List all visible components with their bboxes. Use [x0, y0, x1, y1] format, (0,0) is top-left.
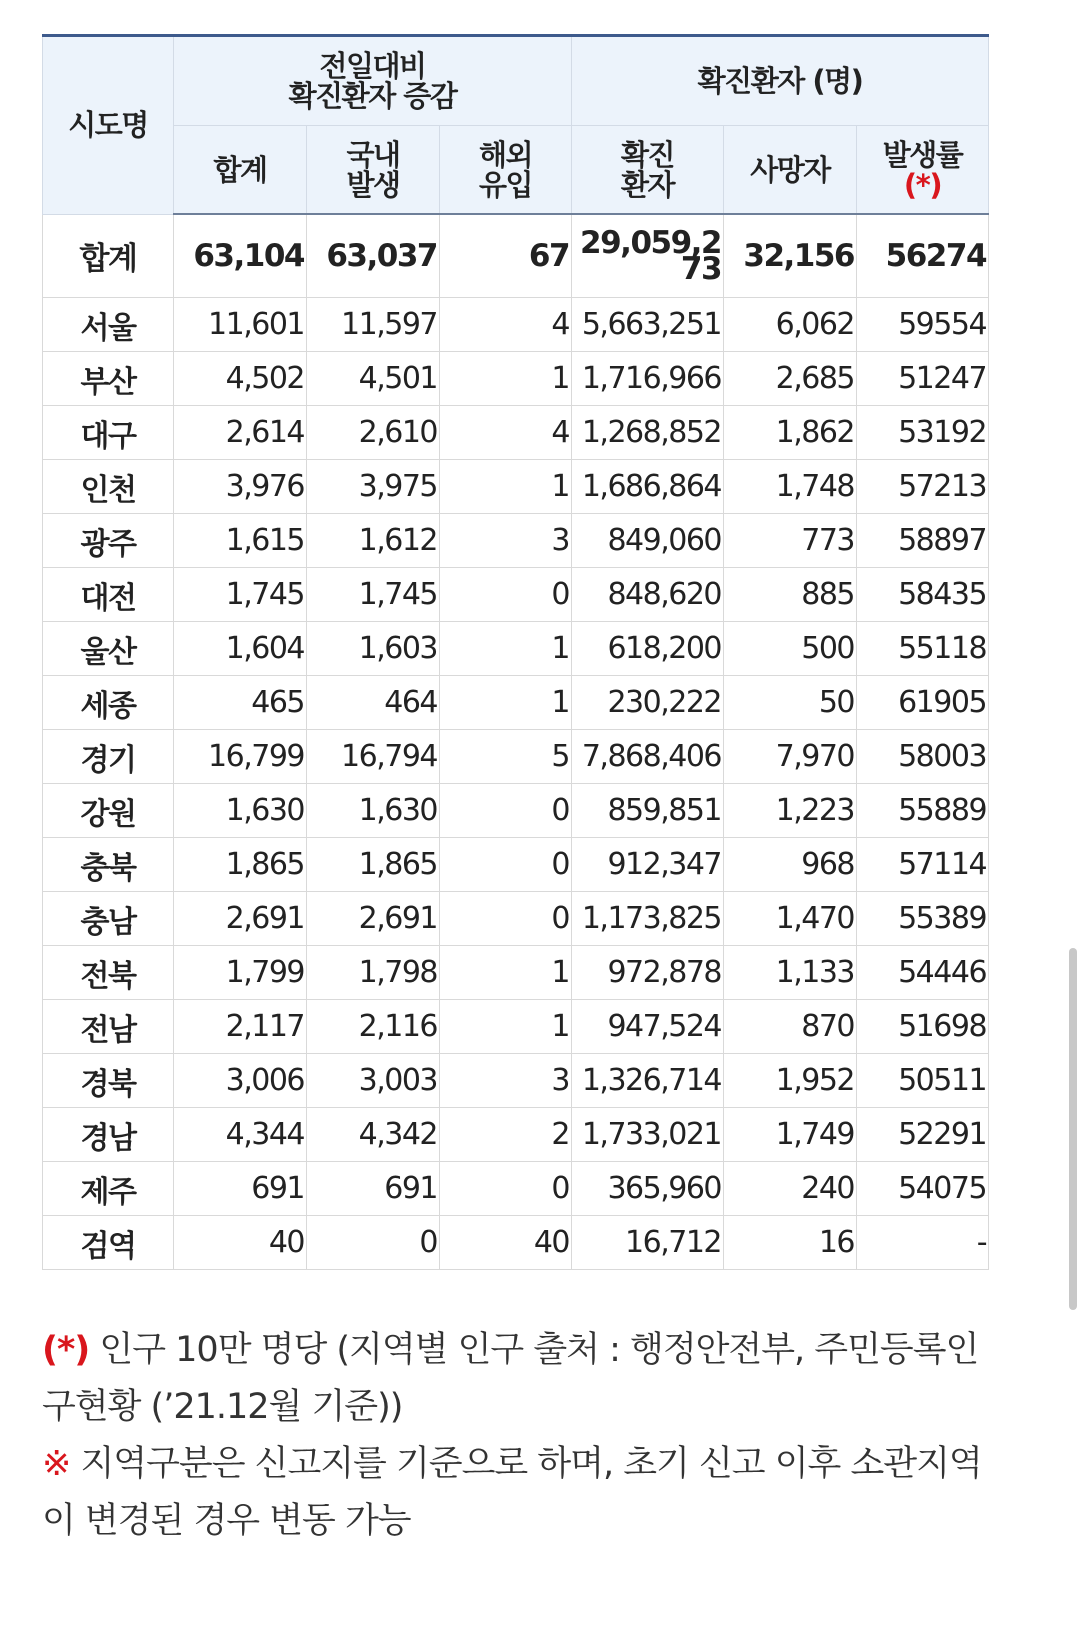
header-deaths: 사망자	[724, 126, 857, 215]
region-cell: 강원	[43, 784, 174, 838]
table-row	[43, 622, 989, 676]
overseas-cell: 4	[440, 406, 572, 460]
region-cell: 울산	[43, 622, 174, 676]
region-cell: 대구	[43, 406, 174, 460]
covid-region-table	[42, 34, 989, 1270]
incidence-cell: 58897	[857, 514, 989, 568]
incidence-cell: 51698	[857, 1000, 989, 1054]
overseas-cell: 0	[440, 568, 572, 622]
total-cell: 1,865	[174, 838, 307, 892]
confirmed-cell: 848,620	[572, 568, 724, 622]
table-row	[43, 1000, 989, 1054]
deaths-cell: 870	[724, 1000, 857, 1054]
confirmed-cell: 849,060	[572, 514, 724, 568]
table-row	[43, 946, 989, 1000]
total-cell: 1,630	[174, 784, 307, 838]
incidence-cell: -	[857, 1216, 989, 1270]
region-cell: 경남	[43, 1108, 174, 1162]
table-row	[43, 460, 989, 514]
confirmed-cell: 1,326,714	[572, 1054, 724, 1108]
domestic-cell: 464	[307, 676, 440, 730]
deaths-cell: 1,133	[724, 946, 857, 1000]
confirmed-cell: 947,524	[572, 1000, 724, 1054]
confirmed-cell: 1,733,021	[572, 1108, 724, 1162]
table-row	[43, 406, 989, 460]
deaths-cell: 50	[724, 676, 857, 730]
footnote-region-basis-text: 지역구분은 신고지를 기준으로 하며, 초기 신고 이후 소관지역이 변경된 경우 변동 가능	[42, 1444, 982, 1541]
overseas-cell: 2	[440, 1108, 572, 1162]
region-cell: 경북	[43, 1054, 174, 1108]
domestic-cell: 691	[307, 1162, 440, 1216]
total-cell: 1,799	[174, 946, 307, 1000]
region-cell: 합계	[43, 214, 174, 298]
confirmed-cell: 5,663,251	[572, 298, 724, 352]
header-confirmed: 확진 환자	[572, 126, 724, 215]
region-cell: 광주	[43, 514, 174, 568]
table-row	[43, 784, 989, 838]
table-row	[43, 676, 989, 730]
overseas-cell: 1	[440, 352, 572, 406]
region-cell: 전남	[43, 1000, 174, 1054]
domestic-cell: 1,630	[307, 784, 440, 838]
overseas-cell: 3	[440, 514, 572, 568]
domestic-cell: 1,612	[307, 514, 440, 568]
confirmed-cell: 7,868,406	[572, 730, 724, 784]
domestic-cell: 0	[307, 1216, 440, 1270]
region-cell: 전북	[43, 946, 174, 1000]
incidence-cell: 55389	[857, 892, 989, 946]
domestic-cell: 4,501	[307, 352, 440, 406]
table-header	[43, 36, 989, 215]
domestic-cell: 3,003	[307, 1054, 440, 1108]
deaths-cell: 968	[724, 838, 857, 892]
domestic-cell: 1,603	[307, 622, 440, 676]
total-row	[43, 214, 989, 298]
incidence-cell: 55118	[857, 622, 989, 676]
region-cell: 서울	[43, 298, 174, 352]
overseas-cell: 1	[440, 622, 572, 676]
total-cell: 40	[174, 1216, 307, 1270]
total-cell: 3,006	[174, 1054, 307, 1108]
region-cell: 세종	[43, 676, 174, 730]
incidence-cell: 50511	[857, 1054, 989, 1108]
total-cell: 11,601	[174, 298, 307, 352]
domestic-cell: 2,610	[307, 406, 440, 460]
confirmed-cell: 859,851	[572, 784, 724, 838]
header-incidence: 발생률 (*)	[857, 126, 989, 215]
incidence-cell: 58435	[857, 568, 989, 622]
overseas-cell: 0	[440, 892, 572, 946]
confirmed-cell: 16,712	[572, 1216, 724, 1270]
deaths-cell: 500	[724, 622, 857, 676]
confirmed-cell: 1,173,825	[572, 892, 724, 946]
region-cell: 제주	[43, 1162, 174, 1216]
header-daily-group: 전일대비 확진환자 증감	[174, 36, 572, 126]
region-cell: 부산	[43, 352, 174, 406]
deaths-cell: 6,062	[724, 298, 857, 352]
header-region: 시도명	[43, 36, 174, 215]
total-cell: 16,799	[174, 730, 307, 784]
reference-mark: ※	[42, 1444, 71, 1484]
deaths-cell: 2,685	[724, 352, 857, 406]
total-cell: 4,502	[174, 352, 307, 406]
incidence-cell: 52291	[857, 1108, 989, 1162]
domestic-cell: 4,342	[307, 1108, 440, 1162]
table-body	[43, 214, 989, 1270]
domestic-cell: 1,798	[307, 946, 440, 1000]
confirmed-cell: 972,878	[572, 946, 724, 1000]
incidence-cell: 53192	[857, 406, 989, 460]
overseas-cell: 3	[440, 1054, 572, 1108]
incidence-footnote-mark: (*)	[903, 167, 942, 202]
overseas-cell: 0	[440, 838, 572, 892]
incidence-cell: 56274	[857, 214, 989, 298]
deaths-cell: 1,748	[724, 460, 857, 514]
overseas-cell: 1	[440, 676, 572, 730]
deaths-cell: 1,470	[724, 892, 857, 946]
table-row	[43, 838, 989, 892]
deaths-cell: 1,862	[724, 406, 857, 460]
header-total: 합계	[174, 126, 307, 215]
incidence-cell: 57114	[857, 838, 989, 892]
table-row	[43, 298, 989, 352]
footnote-population	[42, 1322, 1002, 1436]
table-row	[43, 1162, 989, 1216]
incidence-cell: 54075	[857, 1162, 989, 1216]
total-cell: 3,976	[174, 460, 307, 514]
deaths-cell: 16	[724, 1216, 857, 1270]
table-row	[43, 892, 989, 946]
overseas-cell: 0	[440, 1162, 572, 1216]
total-cell: 691	[174, 1162, 307, 1216]
total-cell: 2,614	[174, 406, 307, 460]
incidence-cell: 51247	[857, 352, 989, 406]
overseas-cell: 4	[440, 298, 572, 352]
region-cell: 충북	[43, 838, 174, 892]
overseas-cell: 1	[440, 460, 572, 514]
footnotes	[42, 1322, 1002, 1550]
total-cell: 63,104	[174, 214, 307, 298]
footnote-population-text: 인구 10만 명당 (지역별 인구 출처 : 행정안전부, 주민등록인구현황 (’21.12월 기준))	[42, 1330, 979, 1427]
domestic-cell: 16,794	[307, 730, 440, 784]
confirmed-cell: 230,222	[572, 676, 724, 730]
overseas-cell: 1	[440, 946, 572, 1000]
domestic-cell: 1,865	[307, 838, 440, 892]
confirmed-cell: 1,268,852	[572, 406, 724, 460]
incidence-cell: 58003	[857, 730, 989, 784]
domestic-cell: 11,597	[307, 298, 440, 352]
confirmed-cell: 29,059,273	[572, 214, 724, 298]
total-cell: 1,604	[174, 622, 307, 676]
table-row	[43, 1216, 989, 1270]
deaths-cell: 240	[724, 1162, 857, 1216]
domestic-cell: 2,691	[307, 892, 440, 946]
total-cell: 4,344	[174, 1108, 307, 1162]
table-row	[43, 568, 989, 622]
total-cell: 2,691	[174, 892, 307, 946]
total-cell: 1,745	[174, 568, 307, 622]
footnote-mark: (*)	[42, 1330, 90, 1370]
overseas-cell: 67	[440, 214, 572, 298]
deaths-cell: 1,749	[724, 1108, 857, 1162]
header-domestic: 국내 발생	[307, 126, 440, 215]
region-cell: 검역	[43, 1216, 174, 1270]
deaths-cell: 773	[724, 514, 857, 568]
domestic-cell: 3,975	[307, 460, 440, 514]
table-row	[43, 1108, 989, 1162]
total-cell: 465	[174, 676, 307, 730]
overseas-cell: 40	[440, 1216, 572, 1270]
total-cell: 1,615	[174, 514, 307, 568]
deaths-cell: 32,156	[724, 214, 857, 298]
incidence-cell: 57213	[857, 460, 989, 514]
confirmed-cell: 912,347	[572, 838, 724, 892]
deaths-cell: 1,952	[724, 1054, 857, 1108]
domestic-cell: 63,037	[307, 214, 440, 298]
region-cell: 경기	[43, 730, 174, 784]
incidence-cell: 55889	[857, 784, 989, 838]
table-row	[43, 514, 989, 568]
confirmed-cell: 365,960	[572, 1162, 724, 1216]
incidence-cell: 59554	[857, 298, 989, 352]
header-cumulative-group: 확진환자 (명)	[572, 36, 989, 126]
incidence-cell: 54446	[857, 946, 989, 1000]
region-cell: 인천	[43, 460, 174, 514]
header-overseas: 해외 유입	[440, 126, 572, 215]
incidence-cell: 61905	[857, 676, 989, 730]
confirmed-cell: 618,200	[572, 622, 724, 676]
overseas-cell: 1	[440, 1000, 572, 1054]
covid-region-table-container	[42, 34, 988, 1270]
total-cell: 2,117	[174, 1000, 307, 1054]
deaths-cell: 7,970	[724, 730, 857, 784]
overseas-cell: 0	[440, 784, 572, 838]
confirmed-cell: 1,686,864	[572, 460, 724, 514]
table-row	[43, 1054, 989, 1108]
deaths-cell: 1,223	[724, 784, 857, 838]
domestic-cell: 2,116	[307, 1000, 440, 1054]
table-row	[43, 730, 989, 784]
deaths-cell: 885	[724, 568, 857, 622]
region-cell: 대전	[43, 568, 174, 622]
region-cell: 충남	[43, 892, 174, 946]
scrollbar-thumb[interactable]	[1069, 948, 1077, 1310]
domestic-cell: 1,745	[307, 568, 440, 622]
table-row	[43, 352, 989, 406]
confirmed-cell: 1,716,966	[572, 352, 724, 406]
overseas-cell: 5	[440, 730, 572, 784]
footnote-region-basis	[42, 1436, 1002, 1550]
